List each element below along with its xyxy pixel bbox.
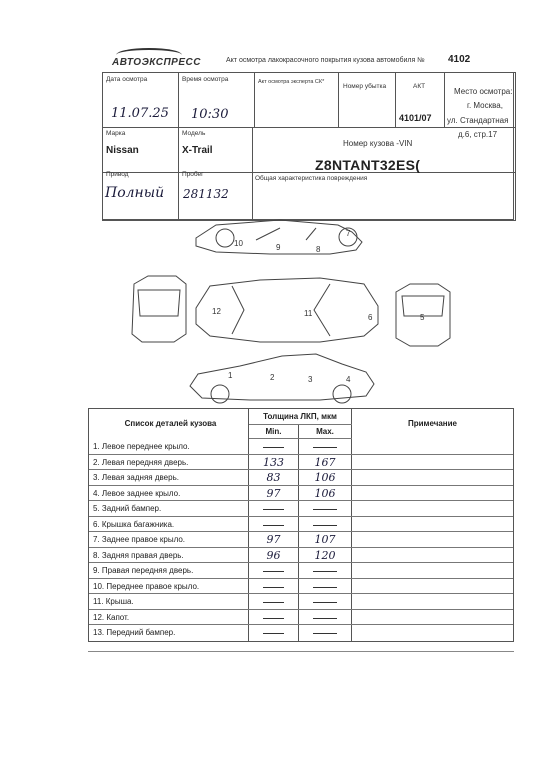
note-cell: [352, 579, 513, 594]
mileage-label: Пробег: [182, 171, 204, 178]
max-cell: [299, 594, 352, 609]
dash-mark: [313, 571, 337, 572]
dash-mark: [263, 525, 284, 526]
col-max-header: Max.: [299, 425, 352, 438]
loss-label: Номер убытка: [343, 83, 387, 90]
model-value: X-Trail: [182, 145, 213, 156]
min-cell: [249, 455, 299, 470]
table-row: [89, 486, 513, 502]
damage-label: Общая характеристика повреждения: [255, 175, 368, 182]
max-value: 120: [314, 548, 336, 562]
note-cell: [352, 594, 513, 609]
min-value: 96: [266, 548, 281, 562]
table-header-row: [89, 409, 513, 428]
table-row: [89, 501, 513, 517]
drive-value: Полный: [105, 185, 165, 201]
max-cell: [299, 548, 352, 563]
note-cell: [352, 439, 513, 454]
company-logo: [112, 48, 201, 74]
max-value: 106: [314, 486, 336, 500]
part-name: 12. Капот.: [89, 610, 249, 625]
note-cell: [352, 610, 513, 625]
loss-cell: [338, 72, 396, 128]
time-value: 10:30: [191, 107, 229, 122]
note-cell: [352, 501, 513, 516]
place-line1: г. Москва,: [467, 101, 503, 110]
mileage-value: 281132: [183, 187, 229, 201]
max-cell: [299, 563, 352, 578]
dash-mark: [263, 509, 284, 510]
max-value: 107: [314, 533, 336, 546]
place-line2: ул. Стандартная: [447, 116, 509, 125]
diagram-number-2: 2: [270, 373, 275, 382]
max-cell: [299, 486, 352, 501]
min-cell: [249, 439, 299, 454]
min-value: 97: [266, 533, 281, 546]
max-cell: [299, 625, 352, 641]
diagram-number-3: 3: [308, 375, 313, 384]
dash-mark: [263, 633, 284, 634]
car-plan-view: [196, 278, 378, 342]
note-cell: [352, 548, 513, 563]
diagram-number-11: 11: [304, 309, 313, 318]
document-title: Акт осмотра лакокрасочного покрытия кузова автомобиля №: [226, 57, 425, 64]
dash-mark: [263, 602, 284, 603]
note-cell: [352, 517, 513, 532]
date-label: Дата осмотра: [106, 76, 148, 83]
col-min-header: Min.: [249, 425, 299, 438]
min-cell: [249, 610, 299, 625]
min-cell: [249, 594, 299, 609]
min-cell: [249, 486, 299, 501]
min-cell: [249, 548, 299, 563]
part-name: 10. Переднее правое крыло.: [89, 579, 249, 594]
vin-label: Номер кузова -VIN: [343, 139, 413, 148]
part-name: 2. Левая передняя дверь.: [89, 455, 249, 470]
table-body: [89, 439, 513, 641]
col-name-header: Список деталей кузова: [89, 409, 249, 439]
diagram-number-1: 1: [228, 371, 233, 380]
table-row: [89, 470, 513, 486]
akt-label: АКТ: [413, 83, 426, 90]
max-cell: [299, 439, 352, 454]
min-cell: [249, 563, 299, 578]
max-cell: [299, 455, 352, 470]
note-cell: [352, 486, 513, 501]
dash-mark: [313, 525, 337, 526]
dash-mark: [313, 618, 337, 619]
dash-mark: [313, 587, 337, 588]
parts-table: [88, 408, 514, 642]
diagram-number-8: 8: [316, 245, 321, 254]
dash-mark: [313, 602, 337, 603]
dash-mark: [313, 509, 337, 510]
diagram-number-7: 7: [346, 229, 351, 238]
diagram-number-12: 12: [212, 307, 221, 316]
part-name: 5. Задний бампер.: [89, 501, 249, 516]
min-cell: [249, 470, 299, 485]
min-cell: [249, 625, 299, 641]
max-cell: [299, 501, 352, 516]
table-row: [89, 455, 513, 471]
diagram-number-9: 9: [276, 243, 281, 252]
brand-label: Марка: [106, 130, 126, 137]
table-row: [89, 579, 513, 595]
min-value: 97: [266, 486, 281, 500]
part-name: 6. Крышка багажника.: [89, 517, 249, 532]
date-value: 11.07.25: [111, 106, 169, 121]
min-cell: [249, 579, 299, 594]
part-name: 9. Правая передняя дверь.: [89, 563, 249, 578]
col-note-header: Примечание: [352, 409, 513, 439]
dash-mark: [263, 571, 284, 572]
brand-value: Nissan: [106, 145, 139, 156]
car-front-view: [132, 276, 186, 342]
time-label: Время осмотра: [182, 76, 229, 83]
dash-mark: [313, 633, 337, 634]
table-row: [89, 532, 513, 548]
dash-mark: [263, 447, 284, 448]
dash-mark: [313, 447, 337, 448]
diagram-number-6: 6: [368, 313, 373, 322]
part-name: 13. Передний бампер.: [89, 625, 249, 641]
part-name: 7. Заднее правое крыло.: [89, 532, 249, 547]
header-table: [102, 72, 514, 220]
diagram-number-10: 10: [234, 239, 243, 248]
table-row: [89, 439, 513, 455]
table-row: [89, 517, 513, 533]
logo-text: АВТОЭКСПРЕСС: [112, 57, 201, 68]
note-cell: [352, 470, 513, 485]
min-value: 133: [263, 455, 284, 469]
table-row: [89, 625, 513, 641]
part-name: 3. Левая задняя дверь.: [89, 470, 249, 485]
akt-value: 4101/07: [399, 113, 432, 123]
drive-label: Привод: [106, 171, 129, 178]
vin-value: Z8NTANT32ES(: [315, 157, 421, 173]
min-cell: [249, 532, 299, 547]
max-value: 106: [314, 471, 336, 484]
document-number: 4102: [448, 54, 471, 65]
model-label: Модель: [182, 130, 206, 137]
part-name: 11. Крыша.: [89, 594, 249, 609]
note-cell: [352, 455, 513, 470]
max-cell: [299, 579, 352, 594]
note-cell: [352, 625, 513, 641]
table-row: [89, 563, 513, 579]
min-value: 83: [266, 471, 281, 484]
note-cell: [352, 563, 513, 578]
min-cell: [249, 517, 299, 532]
place-label: Место осмотра:: [454, 87, 513, 96]
max-cell: [299, 470, 352, 485]
table-row: [89, 548, 513, 564]
max-cell: [299, 610, 352, 625]
max-cell: [299, 517, 352, 532]
part-name: 1. Левое переднее крыло.: [89, 439, 249, 454]
place-line3: д.6, стр.17: [458, 130, 498, 139]
footer-line: [88, 651, 514, 652]
dash-mark: [263, 618, 284, 619]
max-cell: [299, 532, 352, 547]
car-diagram: [120, 216, 480, 408]
col-thickness-header: Толщина ЛКП, мкм: [249, 409, 352, 424]
min-cell: [249, 501, 299, 516]
diagram-number-5: 5: [420, 313, 425, 322]
part-name: 8. Задняя правая дверь.: [89, 548, 249, 563]
table-row: [89, 610, 513, 626]
dash-mark: [263, 587, 284, 588]
diagram-number-4: 4: [346, 375, 351, 384]
part-name: 4. Левое заднее крыло.: [89, 486, 249, 501]
expert-label: Акт осмотра эксперта СК*: [258, 79, 325, 85]
note-cell: [352, 532, 513, 547]
table-row: [89, 594, 513, 610]
max-value: 167: [314, 455, 336, 469]
